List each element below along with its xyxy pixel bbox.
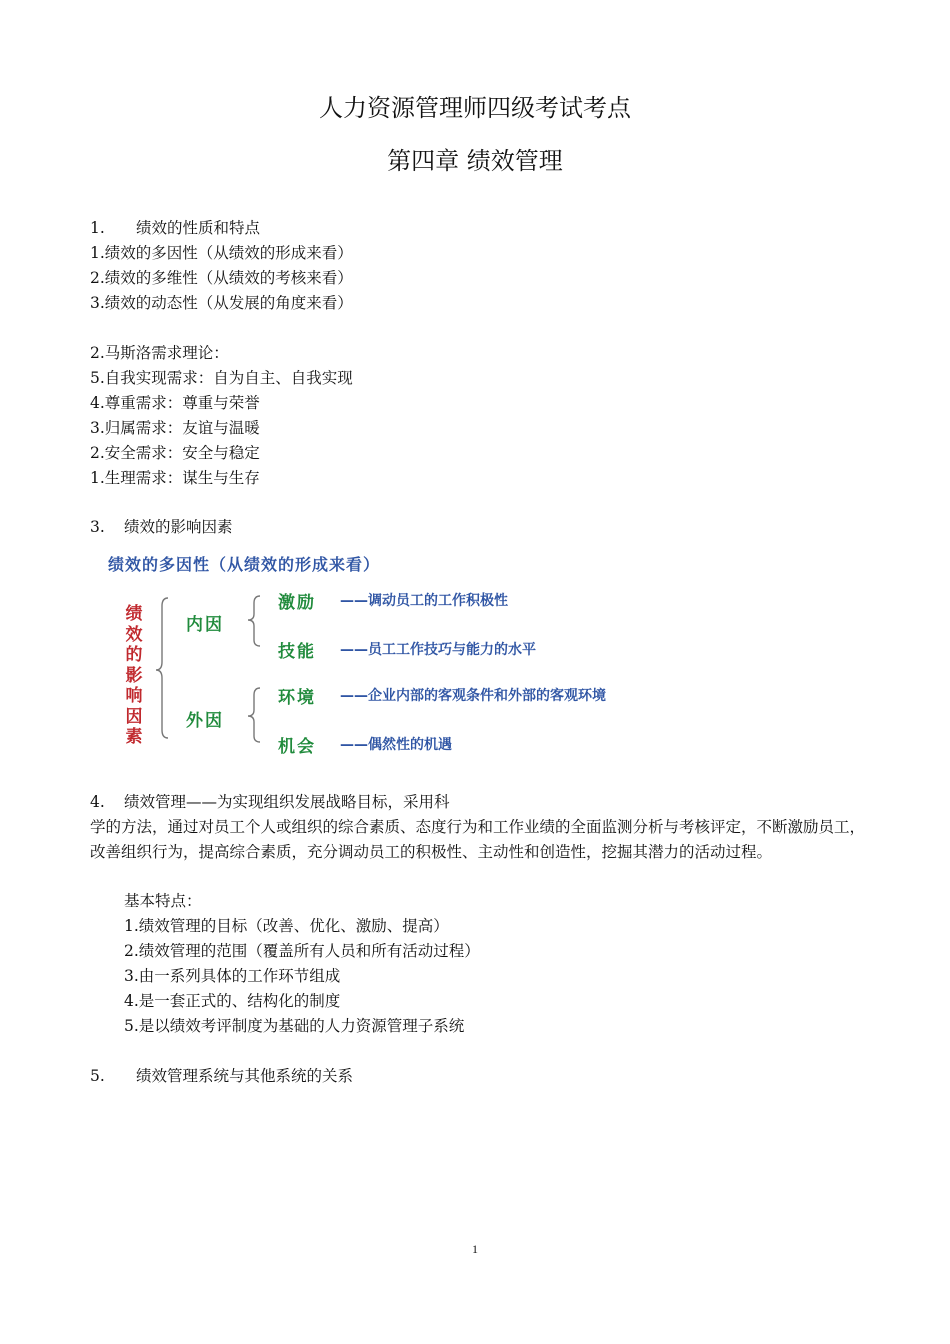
list-item: 4.尊重需求：尊重与荣誉: [90, 394, 260, 412]
diagram-title: 绩效的多因性（从绩效的形成来看）: [108, 555, 381, 574]
section-number: 4.: [90, 793, 105, 811]
factor-desc: ——调动员工的工作积极性: [340, 593, 508, 609]
section-4-heading: [90, 792, 450, 812]
factor-key: 激励: [278, 593, 316, 613]
factor-key: 环境: [278, 688, 316, 708]
features-heading: 基本特点：: [124, 892, 202, 910]
section-5-heading: [90, 1066, 353, 1086]
section-number: 3.: [90, 518, 105, 536]
section-3-heading: [90, 517, 233, 537]
chapter-title: 第四章 绩效管理: [387, 147, 563, 175]
list-item: 1.生理需求：谋生与生存: [90, 469, 260, 487]
section-2-heading: 2.马斯洛需求理论：: [90, 344, 229, 362]
list-item: 3.绩效的动态性（从发展的角度来看）: [90, 294, 353, 312]
list-item: 1.绩效的多因性（从绩效的形成来看）: [90, 244, 353, 262]
list-item: 2.绩效管理的范围（覆盖所有人员和所有活动过程）: [124, 942, 480, 960]
document-title: 人力资源管理师四级考试考点: [319, 94, 631, 122]
section-1-heading: [90, 218, 260, 238]
diagram-root-label: 绩效的影响因素: [125, 604, 143, 747]
page-number: 1: [472, 1242, 478, 1256]
factor-key: 机会: [278, 737, 316, 757]
list-item: 2.绩效的多维性（从绩效的考核来看）: [90, 269, 353, 287]
list-item: 5.是以绩效考评制度为基础的人力资源管理子系统: [124, 1017, 465, 1035]
factor-desc: ——偶然性的机遇: [340, 737, 452, 753]
factor-desc: ——企业内部的客观条件和外部的客观环境: [340, 688, 606, 704]
inner-bracket: [248, 596, 260, 646]
section-4-paragraph: 学的方法，通过对员工个人或组织的综合素质、态度行为和工作业绩的全面监测分析与考核评定，不断激励员工，改善组织行为，提高综合素质，充分调动员工的积极性、主动性和创造性，挖掘其潜力的活动过程。: [90, 818, 866, 861]
category-label: 内因: [186, 615, 224, 635]
section-4-first-line: 绩效管理——为实现组织发展战略目标，采用科: [124, 793, 450, 811]
section-heading-text: 绩效的性质和特点: [136, 219, 261, 237]
performance-factors-diagram: [100, 548, 780, 758]
list-item: 5.自我实现需求：自为自主、自我实现: [90, 369, 353, 387]
factor-desc: ——员工工作技巧与能力的水平: [340, 642, 536, 658]
list-item: 3.由一系列具体的工作环节组成: [124, 967, 341, 985]
section-heading-text: 绩效管理系统与其他系统的关系: [136, 1067, 354, 1085]
list-item: 4.是一套正式的、结构化的制度: [124, 992, 341, 1010]
list-item: 1.绩效管理的目标（改善、优化、激励、提高）: [124, 917, 449, 935]
list-item: 2.安全需求：安全与稳定: [90, 444, 260, 462]
section-number: 5.: [90, 1067, 105, 1085]
factor-key: 技能: [278, 642, 316, 662]
category-label: 外因: [186, 711, 224, 731]
inner-bracket: [248, 688, 260, 742]
section-number: 1.: [90, 219, 105, 237]
main-bracket: [156, 598, 168, 738]
list-item: 3.归属需求：友谊与温暖: [90, 419, 260, 437]
section-heading-text: 绩效的影响因素: [124, 518, 233, 536]
